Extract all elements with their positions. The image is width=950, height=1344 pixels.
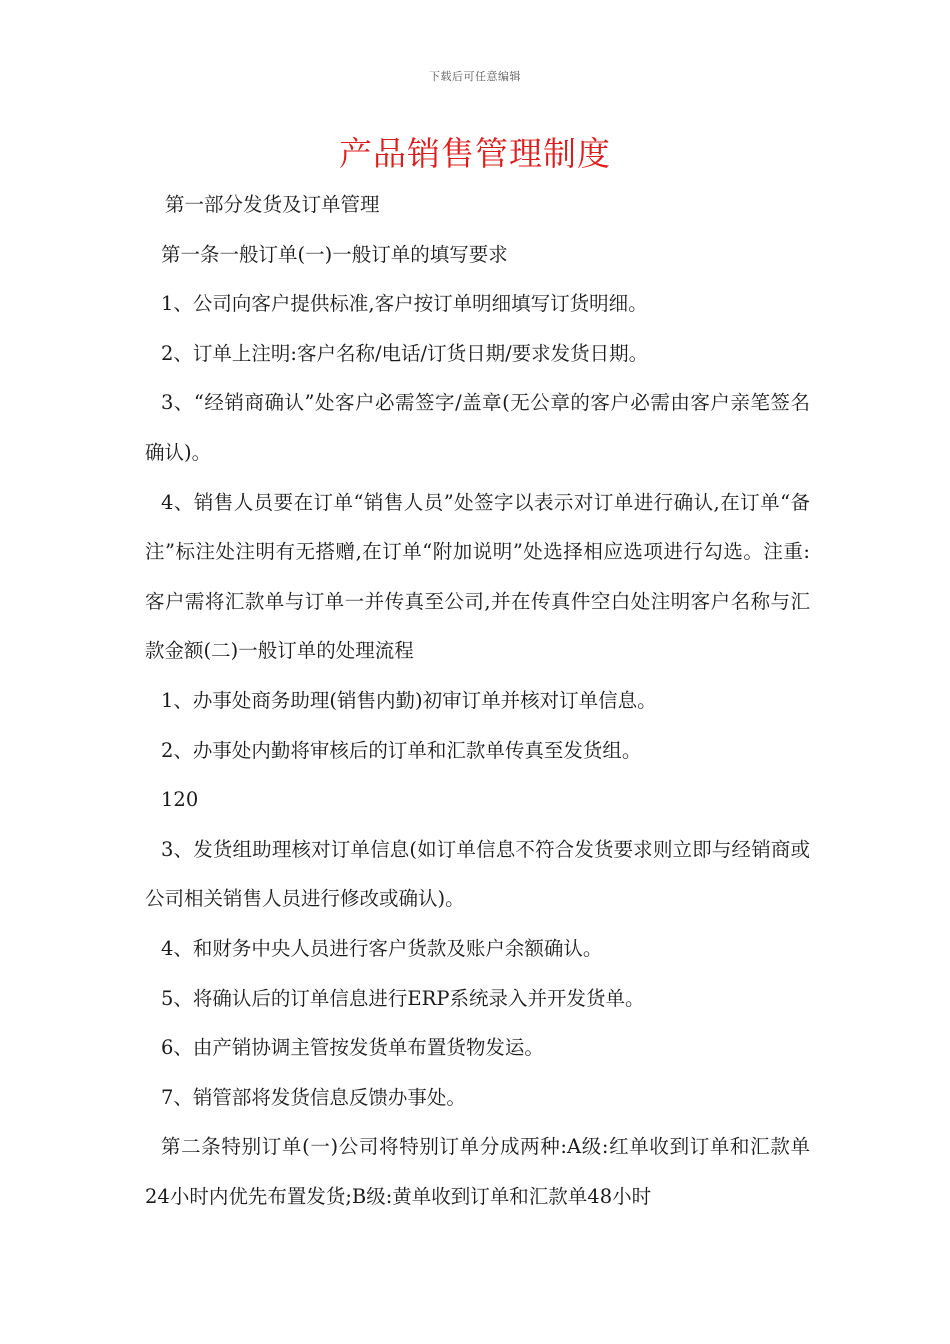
list-item: 4、和财务中央人员进行客户货款及账户余额确认。: [161, 936, 603, 960]
list-item: 4、销售人员要在订单“销售人员”处签字以表示对订单进行确认,在订单“备注”标注处注明有无搭赠,在订单“附加说明”处选择相应选项进行勾选。注重:客户需将汇款单与订单一并传真至公司,并在传真件空白处注明客户名称与汇款金额(二)一般订单的处理流程: [145, 490, 810, 663]
list-item: 3、“经销商确认”处客户必需签字/盖章(无公章的客户必需由客户亲笔签名确认)。: [145, 391, 810, 464]
list-item: 1、公司向客户提供标准,客户按订单明细填写订货明细。: [161, 292, 648, 316]
page-number-text: 120: [161, 788, 199, 812]
document-body: [145, 180, 810, 1221]
list-item: 2、订单上注明:客户名称/电话/订货日期/要求发货日期。: [161, 341, 649, 365]
list-item: 3、发货组助理核对订单信息(如订单信息不符合发货要求则立即与经销商或公司相关销售人员进行修改或确认)。: [145, 837, 810, 911]
list-item: 5、将确认后的订单信息进行ERP系统录入并开发货单。: [161, 986, 645, 1010]
article-heading: 第二条特别订单(一)公司将特别订单分成两种:A级:红单收到订单和汇款单24小时内优先布置发货;B级:黄单收到订单和汇款单48小时: [145, 1135, 810, 1208]
list-item: 1、办事处商务助理(销售内勤)初审订单并核对订单信息。: [161, 688, 657, 712]
document-title: 产品销售管理制度: [339, 134, 611, 173]
section-heading: 第一部分发货及订单管理: [165, 193, 380, 216]
article-heading: 第一条一般订单(一)一般订单的填写要求: [161, 242, 508, 266]
list-item: 2、办事处内勤将审核后的订单和汇款单传真至发货组。: [161, 738, 642, 762]
list-item: 6、由产销协调主管按发货单布置货物发运。: [161, 1036, 544, 1060]
header-note: 下载后可任意编辑: [429, 70, 521, 83]
list-item: 7、销管部将发货信息反馈办事处。: [161, 1085, 466, 1109]
